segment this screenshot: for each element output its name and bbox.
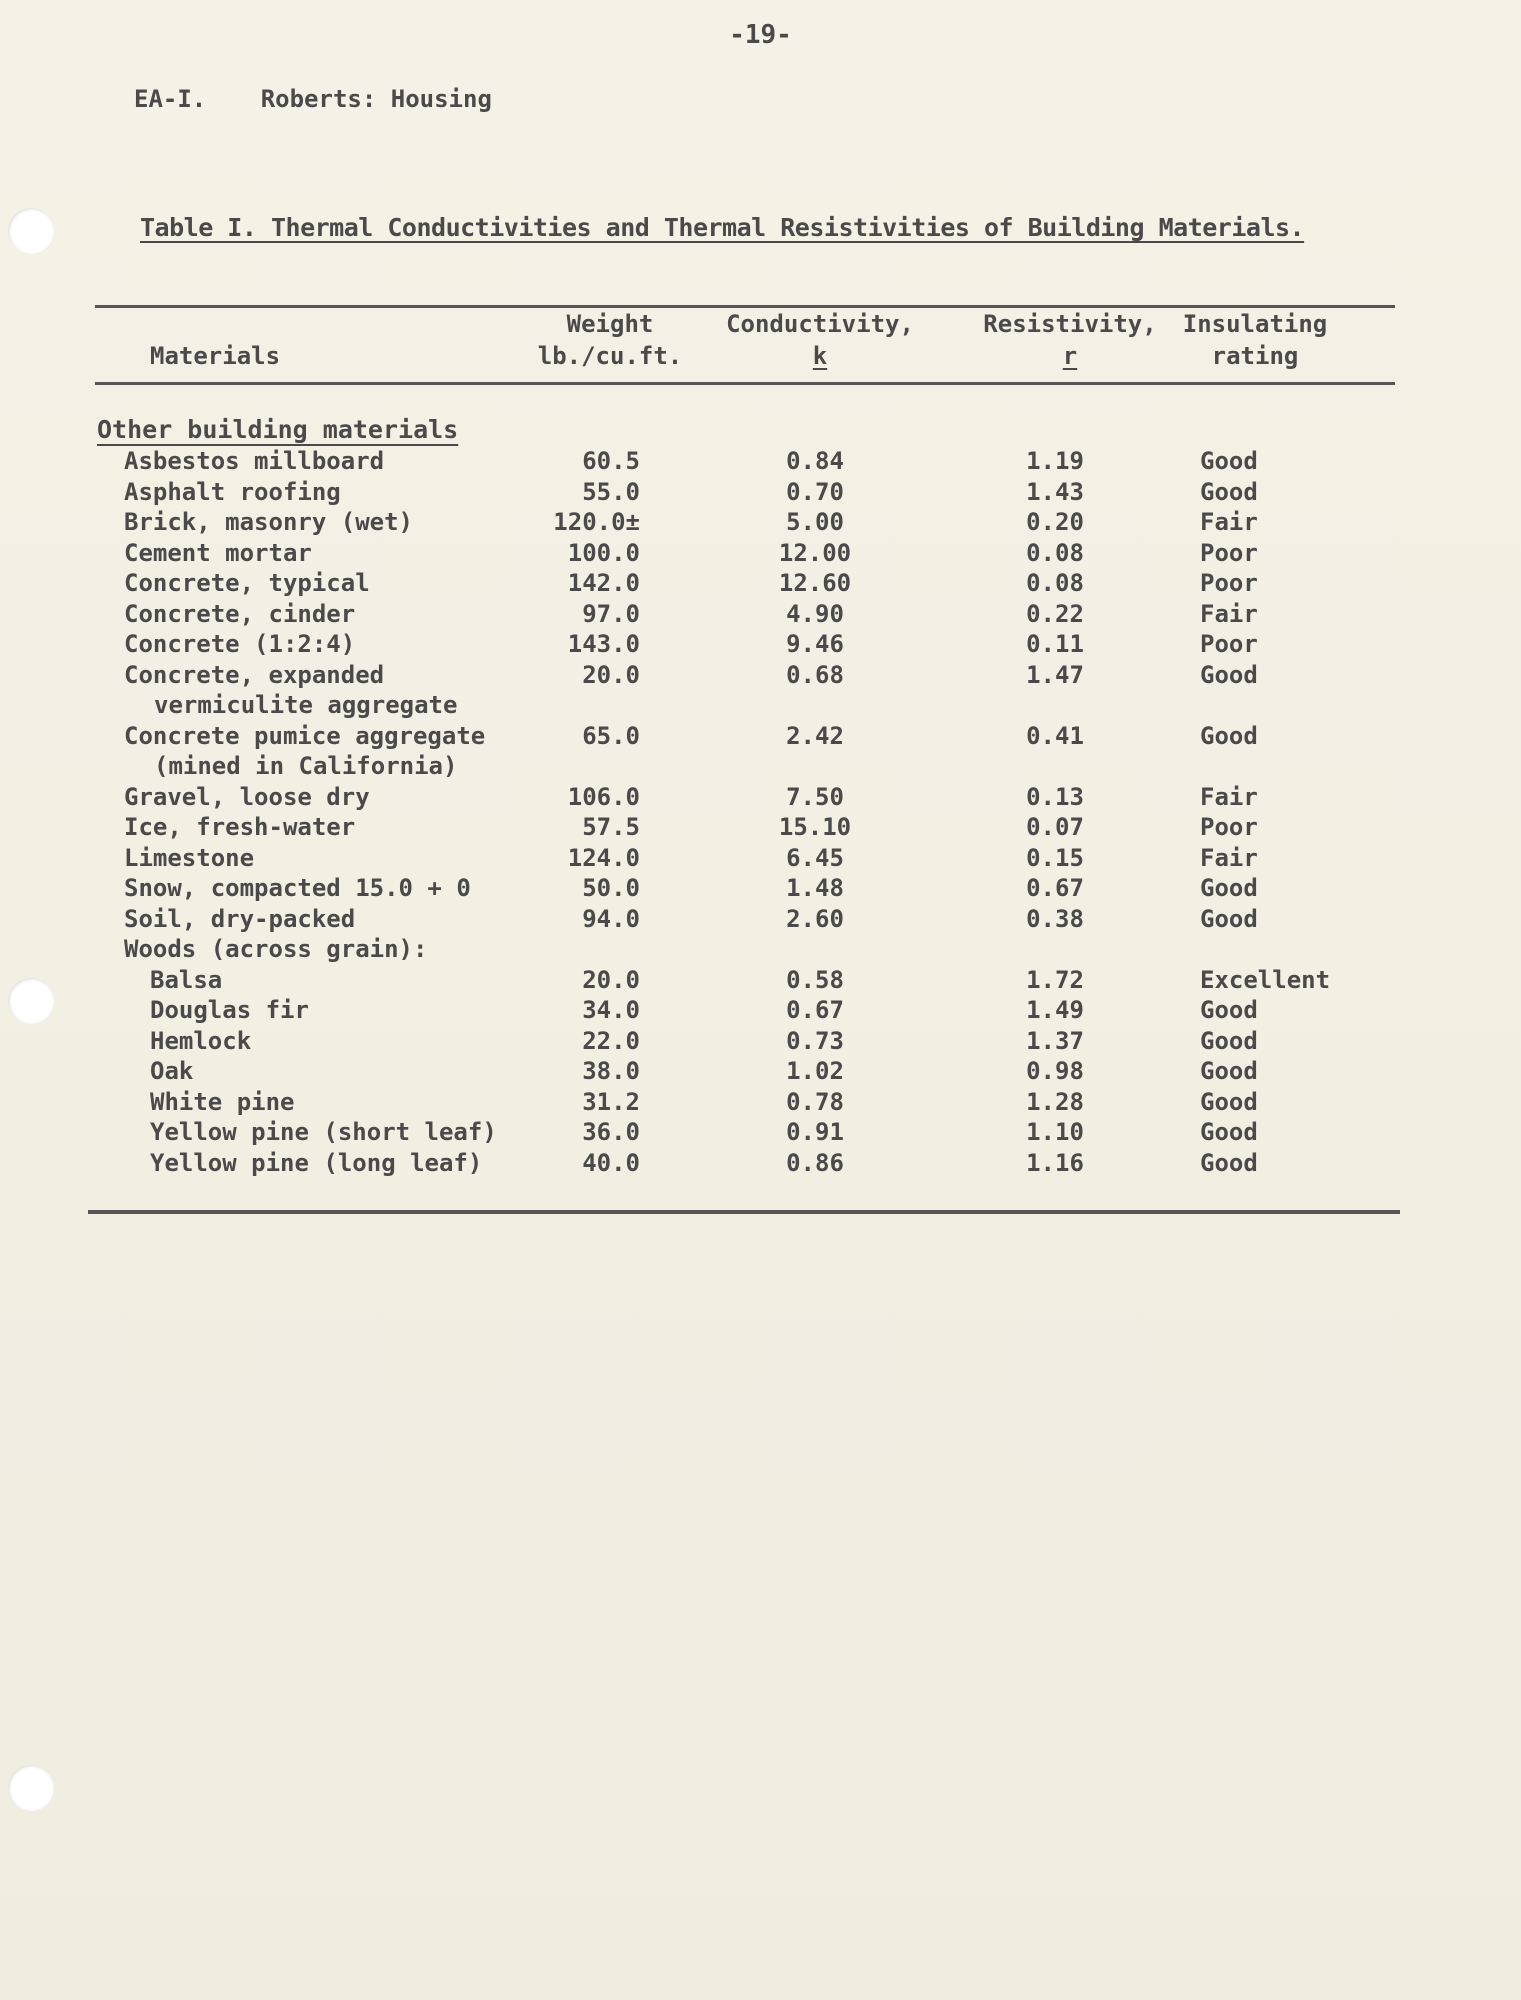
table-caption: Table I. Thermal Conductivities and Thermal Resistivities of Building Materials. [140, 213, 1305, 242]
material-cell [124, 599, 355, 629]
material-name: Concrete (1:2:4) [124, 630, 356, 658]
running-header [134, 85, 532, 113]
conductivity-cell: 0.67 [786, 996, 844, 1024]
weight-cell: 36.0 [582, 1118, 640, 1146]
weight-cell: 55.0 [582, 477, 640, 506]
table-row [0, 965, 1521, 996]
material-name: Concrete, expanded [124, 660, 385, 689]
weight-cell: 22.0 [582, 1026, 640, 1055]
table-row [0, 1026, 1521, 1057]
material-cell [124, 629, 355, 659]
weight-cell: 65.0 [582, 721, 640, 750]
col-header-conductivity-line1: Conductivity, [726, 310, 914, 338]
col-header-weight [520, 308, 700, 372]
conductivity-cell: 4.90 [786, 599, 844, 628]
weight-cell: 40.0 [582, 1148, 640, 1177]
weight-cell: 20.0 [582, 660, 640, 689]
material-name: Concrete, typical [124, 569, 370, 597]
header-author: Roberts: Housing [260, 85, 492, 113]
conductivity-cell: 0.91 [786, 1118, 844, 1146]
conductivity-cell: 0.68 [786, 660, 844, 689]
rating-cell: Good [1200, 996, 1258, 1024]
table-row [0, 660, 1521, 721]
resistivity-symbol: r [1062, 342, 1078, 370]
conductivity-cell: 0.86 [786, 1148, 844, 1177]
rating-cell: Excellent [1200, 965, 1331, 994]
woods-subheading: Woods (across grain): [124, 935, 428, 963]
rating-cell: Good [1200, 660, 1258, 689]
resistivity-cell: 0.67 [1026, 874, 1084, 902]
material-cell [150, 1148, 482, 1178]
col-header-rating [1175, 308, 1335, 372]
weight-cell: 38.0 [582, 1057, 640, 1085]
conductivity-cell: 0.58 [786, 965, 844, 994]
material-cell [150, 1117, 497, 1147]
resistivity-cell: 0.08 [1026, 569, 1084, 597]
weight-cell: 20.0 [582, 965, 640, 994]
table-row [0, 629, 1521, 660]
material-cell [150, 995, 309, 1025]
col-header-rating-line1: Insulating [1182, 310, 1328, 338]
punch-hole [8, 208, 54, 254]
page-number: -19- [729, 20, 792, 50]
conductivity-cell: 5.00 [786, 508, 844, 536]
punch-hole [8, 1765, 54, 1811]
material-cell [150, 1087, 295, 1117]
rating-cell: Good [1200, 721, 1258, 750]
material-name: Asphalt roofing [124, 477, 341, 506]
material-cell [150, 1056, 193, 1086]
conductivity-symbol: k [812, 342, 828, 370]
table-row [0, 507, 1521, 538]
rating-cell: Good [1200, 1087, 1258, 1116]
resistivity-cell: 1.43 [1026, 477, 1084, 506]
resistivity-cell: 0.20 [1026, 508, 1084, 536]
resistivity-cell: 1.49 [1026, 996, 1084, 1024]
weight-cell: 106.0 [567, 782, 640, 811]
material-name: Asbestos millboard [124, 447, 385, 475]
resistivity-cell: 1.28 [1026, 1087, 1084, 1116]
rating-cell: Fair [1200, 843, 1258, 872]
material-cell [124, 873, 471, 903]
table-row [0, 873, 1521, 904]
table-row [0, 477, 1521, 508]
material-name-continued: vermiculite aggregate [154, 690, 458, 719]
weight-cell: 124.0 [567, 843, 640, 872]
material-name: Yellow pine (long leaf) [150, 1148, 483, 1177]
weight-cell: 142.0 [567, 569, 640, 597]
conductivity-cell: 7.50 [786, 782, 844, 811]
rating-cell: Good [1200, 447, 1258, 475]
table-row [0, 843, 1521, 874]
rating-cell: Poor [1200, 569, 1258, 597]
table-row [0, 1056, 1521, 1087]
material-name: Snow, compacted 15.0 + 0 [124, 874, 471, 902]
woods-subheading-row [0, 934, 1521, 965]
table-row [0, 599, 1521, 630]
conductivity-cell: 1.02 [786, 1057, 844, 1085]
col-header-resistivity [975, 308, 1165, 372]
material-cell [124, 812, 355, 842]
col-header-rating-line2: rating [1211, 342, 1299, 370]
material-name: Soil, dry-packed [124, 904, 356, 933]
conductivity-cell: 0.84 [786, 447, 844, 475]
rating-cell: Poor [1200, 813, 1258, 841]
rating-cell: Poor [1200, 538, 1258, 567]
col-header-resistivity-line2 [975, 340, 1165, 372]
material-cell [124, 477, 341, 507]
resistivity-cell: 0.41 [1026, 721, 1084, 750]
material-name: Douglas fir [150, 996, 309, 1024]
material-name: Ice, fresh-water [124, 813, 356, 841]
weight-cell: 97.0 [582, 599, 640, 628]
material-name: White pine [150, 1087, 295, 1116]
material-cell [124, 507, 413, 537]
resistivity-cell: 1.47 [1026, 660, 1084, 689]
table-row [0, 1117, 1521, 1148]
weight-cell: 60.5 [582, 447, 640, 475]
material-cell [124, 904, 355, 934]
material-cell [124, 538, 312, 568]
col-header-conductivity [715, 308, 925, 372]
conductivity-cell: 1.48 [786, 874, 844, 902]
rating-cell: Fair [1200, 508, 1258, 536]
weight-cell: 143.0 [567, 630, 640, 658]
material-name: Oak [150, 1057, 194, 1085]
table-row [0, 446, 1521, 477]
table-header-rule [95, 382, 1395, 385]
rating-cell: Good [1200, 1118, 1258, 1146]
table-body [0, 446, 1521, 1178]
table-row [0, 568, 1521, 599]
material-cell [124, 782, 370, 812]
weight-cell: 31.2 [582, 1087, 640, 1116]
col-header-weight-line2: lb./cu.ft. [537, 342, 683, 370]
material-name: Gravel, loose dry [124, 782, 370, 811]
material-name: Concrete pumice aggregate [124, 721, 486, 750]
resistivity-cell: 0.15 [1026, 843, 1084, 872]
table-row [0, 1087, 1521, 1118]
resistivity-cell: 0.07 [1026, 813, 1084, 841]
conductivity-cell: 12.00 [778, 538, 852, 567]
conductivity-cell: 0.73 [786, 1026, 844, 1055]
material-cell [150, 965, 222, 995]
table-bottom-rule [88, 1210, 1400, 1214]
col-header-weight-line1: Weight [566, 310, 654, 338]
col-header-resistivity-line1: Resistivity, [983, 310, 1157, 338]
rating-cell: Good [1200, 1026, 1258, 1055]
conductivity-cell: 12.60 [778, 569, 852, 597]
material-name: Concrete, cinder [124, 599, 356, 628]
weight-cell: 57.5 [582, 813, 640, 841]
rating-cell: Good [1200, 904, 1258, 933]
weight-cell: 94.0 [582, 904, 640, 933]
resistivity-cell: 0.11 [1026, 630, 1084, 658]
conductivity-cell: 6.45 [786, 843, 844, 872]
section-title: Other building materials [97, 415, 459, 444]
resistivity-cell: 0.08 [1026, 538, 1084, 567]
conductivity-cell: 9.46 [786, 630, 844, 658]
resistivity-cell: 0.22 [1026, 599, 1084, 628]
material-name: Cement mortar [124, 538, 312, 567]
conductivity-cell: 2.42 [786, 721, 844, 750]
weight-cell: 120.0± [553, 508, 640, 536]
material-cell [124, 721, 485, 781]
rating-cell: Fair [1200, 782, 1258, 811]
table-row [0, 904, 1521, 935]
resistivity-cell: 0.98 [1026, 1057, 1084, 1085]
table-row [0, 812, 1521, 843]
col-header-materials: Materials [150, 342, 281, 370]
material-cell [124, 660, 457, 720]
conductivity-cell: 15.10 [778, 813, 852, 841]
resistivity-cell: 0.13 [1026, 782, 1084, 811]
col-header-conductivity-line2 [715, 340, 925, 372]
material-cell [124, 568, 370, 598]
resistivity-cell: 1.10 [1026, 1118, 1084, 1146]
weight-cell: 100.0 [567, 538, 640, 567]
resistivity-cell: 1.19 [1026, 447, 1084, 475]
material-name: Balsa [150, 965, 223, 994]
table-row [0, 995, 1521, 1026]
table-row [0, 538, 1521, 569]
resistivity-cell: 1.16 [1026, 1148, 1084, 1177]
rating-cell: Good [1200, 874, 1258, 902]
material-name: Yellow pine (short leaf) [150, 1118, 497, 1146]
conductivity-cell: 0.78 [786, 1087, 844, 1116]
weight-cell: 34.0 [582, 996, 640, 1024]
material-cell [124, 843, 254, 873]
resistivity-cell: 0.38 [1026, 904, 1084, 933]
table-row [0, 782, 1521, 813]
table-row [0, 1148, 1521, 1179]
material-name: Limestone [124, 843, 255, 872]
rating-cell: Poor [1200, 630, 1258, 658]
table-row [0, 721, 1521, 782]
material-cell [150, 1026, 251, 1056]
rating-cell: Good [1200, 1148, 1258, 1177]
header-code: EA-I. [134, 85, 207, 113]
conductivity-cell: 0.70 [786, 477, 844, 506]
material-name-continued: (mined in California) [154, 751, 458, 780]
material-name: Brick, masonry (wet) [124, 508, 413, 536]
conductivity-cell: 2.60 [786, 904, 844, 933]
material-cell [124, 446, 384, 476]
resistivity-cell: 1.37 [1026, 1026, 1084, 1055]
weight-cell: 50.0 [582, 874, 640, 902]
resistivity-cell: 1.72 [1026, 965, 1084, 994]
rating-cell: Good [1200, 477, 1258, 506]
material-name: Hemlock [150, 1026, 252, 1055]
rating-cell: Good [1200, 1057, 1258, 1085]
rating-cell: Fair [1200, 599, 1258, 628]
